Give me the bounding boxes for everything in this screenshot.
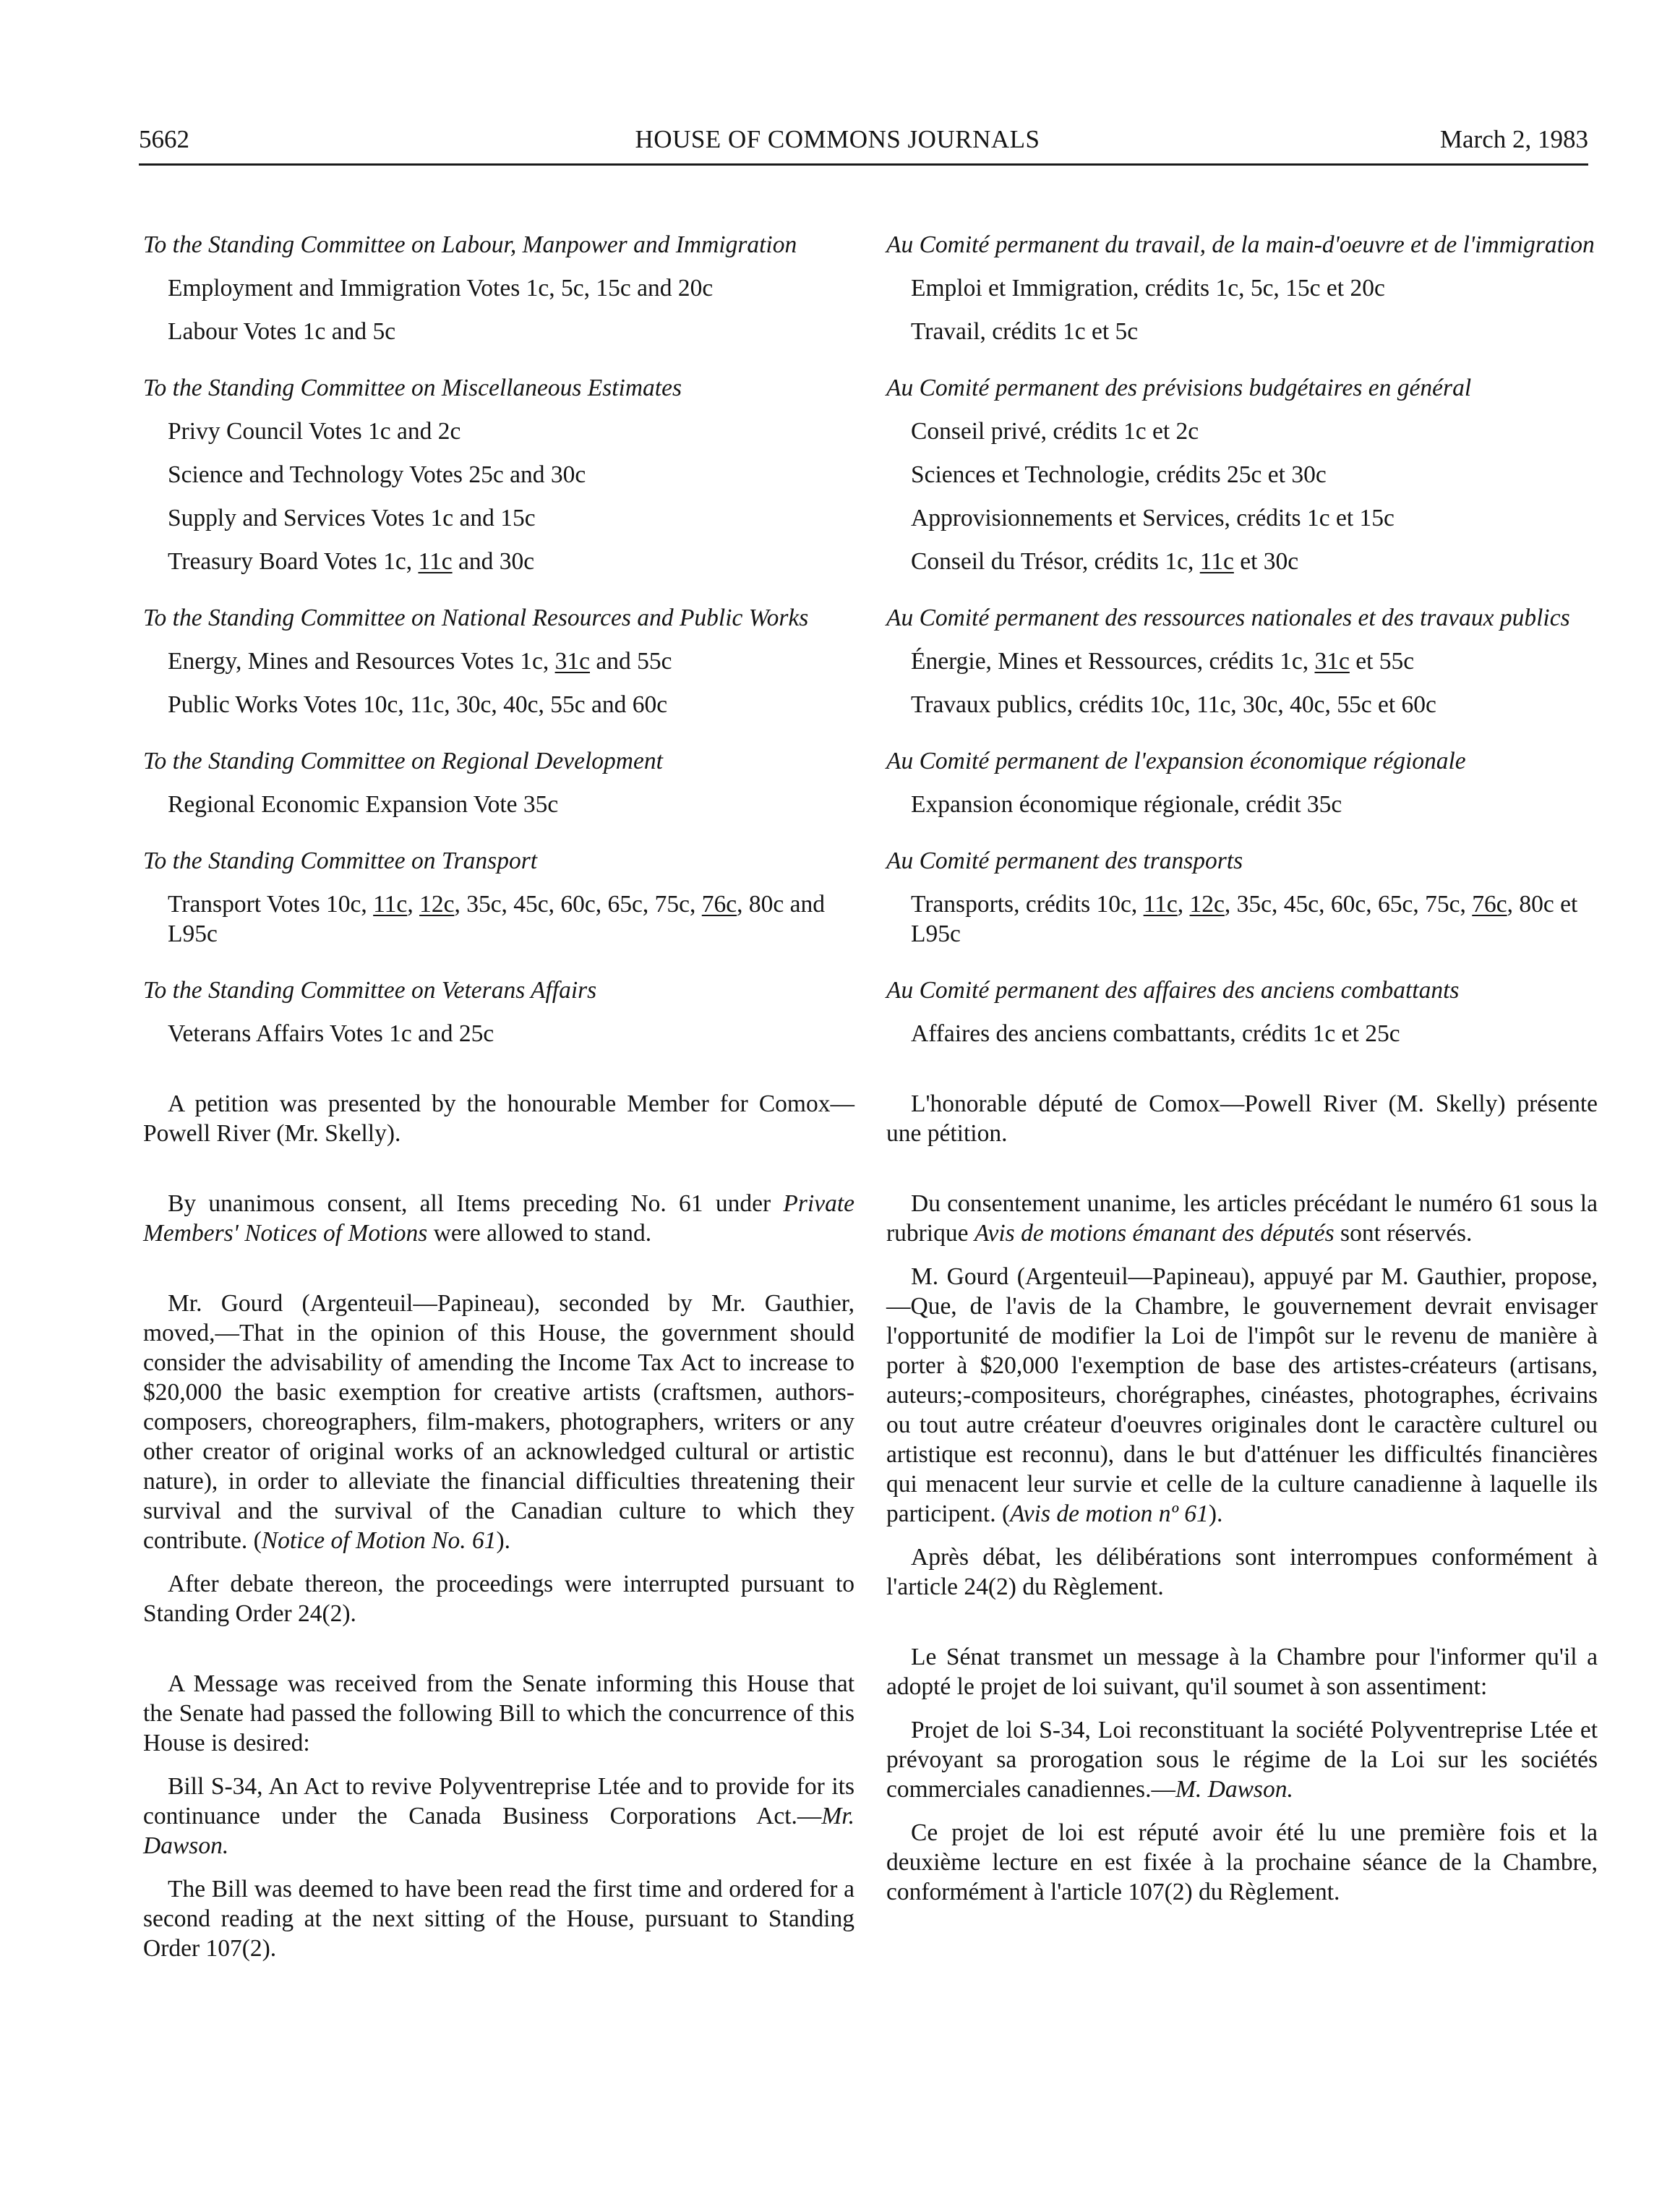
vote-line: Emploi et Immigration, crédits 1c, 5c, 15c et 20c xyxy=(911,275,1385,302)
underlined-vote: 11c xyxy=(1199,548,1234,575)
vote-line: Public Works Votes 10c, 11c, 30c, 40c, 55c and 60c xyxy=(168,691,668,718)
underlined-vote: 11c xyxy=(418,548,453,575)
debate-paragraph: After debate thereon, the proceedings were interrupted pursuant to Standing Order 24(2). xyxy=(143,1571,854,1627)
committee-heading-labour: To the Standing Committee on Labour, Manpower and Immigration xyxy=(143,231,797,258)
senate-message-paragraph: Le Sénat transmet un message à la Chambre pour l'informer qu'il a adopté le projet de loi suivant, qu'il soumet à son assentiment: xyxy=(886,1644,1598,1700)
underlined-vote: 12c xyxy=(419,891,455,918)
header-rule xyxy=(139,163,1588,166)
committee-heading-national-resources: To the Standing Committee on National Resources and Public Works xyxy=(143,605,809,631)
journal-date: March 2, 1983 xyxy=(1439,125,1588,153)
vote-line: Treasury Board Votes 1c, 11c and 30c xyxy=(168,548,535,575)
bill-deemed-paragraph: Ce projet de loi est réputé avoir été lu une première fois et la deuxième lecture en est fixée à la prochaine séance de la Chambre, conformément à l'article 107(2) du Règlement. xyxy=(886,1819,1598,1905)
french-column xyxy=(886,230,1598,1907)
vote-line: Travaux publics, crédits 10c, 11c, 30c, 40c, 55c et 60c xyxy=(911,691,1436,718)
committee-heading-regional-development: Au Comité permanent de l'expansion économique régionale xyxy=(886,748,1466,774)
underlined-vote: 12c xyxy=(1189,891,1225,918)
petition-paragraph: A petition was presented by the honourable Member for Comox—Powell River (Mr. Skelly). xyxy=(143,1090,854,1147)
vote-line: Employment and Immigration Votes 1c, 5c, 15c and 20c xyxy=(168,275,714,302)
underlined-vote: 11c xyxy=(373,891,408,918)
vote-line: Transports, crédits 10c, 11c, 12c, 35c, 45c, 60c, 65c, 75c, 76c, 80c et L95c xyxy=(911,891,1578,947)
vote-line: Conseil du Trésor, crédits 1c, 11c et 30c xyxy=(911,548,1299,575)
journal-title: HOUSE OF COMMONS JOURNALS xyxy=(635,125,1040,153)
committee-heading-national-resources: Au Comité permanent des ressources nationales et des travaux publics xyxy=(886,605,1570,631)
consent-paragraph: By unanimous consent, all Items preceding No. 61 under Private Members' Notices of Motions were allowed to stand. xyxy=(143,1190,854,1247)
vote-line: Transport Votes 10c, 11c, 12c, 35c, 45c, 60c, 65c, 75c, 76c, 80c and L95c xyxy=(168,891,826,947)
underlined-vote: 11c xyxy=(1143,891,1178,918)
bill-paragraph: Bill S-34, An Act to revive Polyventreprise Ltée and to provide for its continuance under the Canada Business Corporations Act.—Mr. Dawson. xyxy=(143,1773,854,1859)
underlined-vote: 76c xyxy=(1472,891,1507,918)
vote-line: Privy Council Votes 1c and 2c xyxy=(168,418,461,445)
bill-deemed-paragraph: The Bill was deemed to have been read the first time and ordered for a second reading at the next sitting of the House, pursuant to Standing Order 107(2). xyxy=(143,1876,854,1962)
committee-heading-misc-estimates: To the Standing Committee on Miscellaneous Estimates xyxy=(143,375,682,401)
vote-line: Conseil privé, crédits 1c et 2c xyxy=(911,418,1199,445)
committee-heading-veterans: To the Standing Committee on Veterans Affairs xyxy=(143,977,597,1004)
vote-line: Energy, Mines and Resources Votes 1c, 31c and 55c xyxy=(168,648,672,675)
motion-paragraph: Mr. Gourd (Argenteuil—Papineau), seconded by Mr. Gauthier, moved,—That in the opinion of this House, the government should consider the advisability of amending the Income Tax Act to increase to $20,000 the basic exemption for creative artists (craftsmen, authors-composers, choreographers, film-makers, photographers, writers or any other creator of original works of an acknowledged cultural or artistic nature), in order to alleviate the financial difficulties threatening their survival and the survival of the Canadian culture to which they contribute. (Notice of Motion No. 61). xyxy=(143,1290,854,1554)
vote-line: Expansion économique régionale, crédit 35c xyxy=(911,791,1342,818)
committee-heading-misc-estimates: Au Comité permanent des prévisions budgétaires en général xyxy=(886,375,1472,401)
committee-heading-labour: Au Comité permanent du travail, de la main-d'oeuvre et de l'immigration xyxy=(886,231,1595,258)
english-column xyxy=(143,230,854,1963)
vote-line: Science and Technology Votes 25c and 30c xyxy=(168,461,586,488)
committee-heading-regional-development: To the Standing Committee on Regional Development xyxy=(143,748,663,774)
underlined-vote: 76c xyxy=(701,891,737,918)
underlined-vote: 31c xyxy=(1314,648,1350,675)
underlined-vote: 31c xyxy=(554,648,590,675)
vote-line: Sciences et Technologie, crédits 25c et 30c xyxy=(911,461,1327,488)
page-number: 5662 xyxy=(139,125,189,153)
committee-heading-veterans: Au Comité permanent des affaires des anciens combattants xyxy=(886,977,1460,1004)
vote-line: Approvisionnements et Services, crédits 1c et 15c xyxy=(911,505,1395,531)
bill-paragraph: Projet de loi S-34, Loi reconstituant la société Polyventreprise Ltée et prévoyant sa prorogation sous le régime de la Loi sur les sociétés commerciales canadiennes.—M. Dawson. xyxy=(886,1717,1598,1803)
vote-line: Affaires des anciens combattants, crédits 1c et 25c xyxy=(911,1020,1400,1047)
vote-line: Regional Economic Expansion Vote 35c xyxy=(168,791,559,818)
motion-paragraph: M. Gourd (Argenteuil—Papineau), appuyé par M. Gauthier, propose,—Que, de l'avis de la Chambre, le gouvernement devrait envisager l'opportunité de modifier la Loi de l'impôt sur le revenu de manière à porter à $20,000 l'exemption de base des artistes-créateurs (artisans, auteurs;-compositeurs, chorégraphes, cinéastes, photographes, écrivains ou tout autre créateur d'oeuvres originales dont le caractère culturel ou artistique est reconnu), dans le but d'atténuer les difficultés financières qui menacent leur survie et celle de la culture canadienne à laquelle ils participent. (Avis de motion nº 61). xyxy=(886,1263,1598,1527)
vote-line: Veterans Affairs Votes 1c and 25c xyxy=(168,1020,494,1047)
consent-paragraph: Du consentement unanime, les articles précédant le numéro 61 sous la rubrique Avis de motions émanant des députés sont réservés. xyxy=(886,1190,1598,1247)
debate-paragraph: Après débat, les délibérations sont interrompues conformément à l'article 24(2) du Règlement. xyxy=(886,1544,1598,1600)
senate-message-paragraph: A Message was received from the Senate informing this House that the Senate had passed the following Bill to which the concurrence of this House is desired: xyxy=(143,1670,854,1756)
vote-line: Énergie, Mines et Ressources, crédits 1c, 31c et 55c xyxy=(911,648,1415,675)
committee-heading-transport: Au Comité permanent des transports xyxy=(886,847,1243,874)
vote-line: Labour Votes 1c and 5c xyxy=(168,318,396,345)
petition-paragraph: L'honorable député de Comox—Powell River (M. Skelly) présente une pétition. xyxy=(886,1090,1598,1147)
vote-line: Supply and Services Votes 1c and 15c xyxy=(168,505,536,531)
vote-line: Travail, crédits 1c et 5c xyxy=(911,318,1139,345)
committee-heading-transport: To the Standing Committee on Transport xyxy=(143,847,538,874)
